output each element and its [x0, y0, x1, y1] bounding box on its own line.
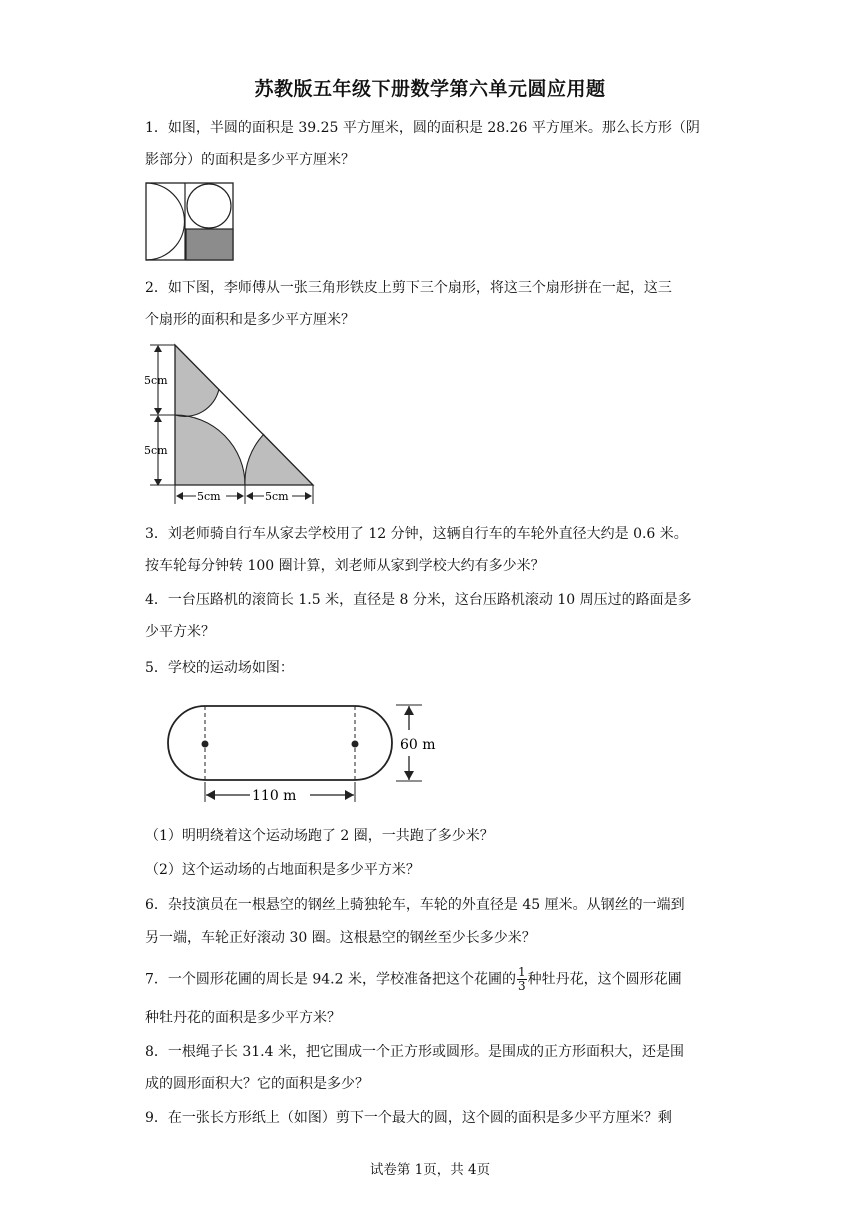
q4-text-line1: 4．一台压路机的滚筒长 1.5 米，直径是 8 分米，这台压路机滚动 10 周压过的路面是多 — [145, 592, 692, 608]
q2-text-line2: 个扇形的面积和是多少平方厘米？ — [145, 312, 355, 328]
q2-text-line1: 2．如下图，李师傅从一张三角形铁皮上剪下三个扇形，将这三个扇形拼在一起，这三 — [145, 280, 672, 296]
q2-label-left-bottom: 5cm — [144, 444, 168, 457]
q7-text-line1 — [145, 966, 725, 993]
page-footer: 试卷第 1页，共 4页 — [369, 1162, 491, 1178]
q7-text-part-b: 种牡丹花，这个圆形花圃 — [527, 971, 682, 988]
q2-label-bottom-right: 5cm — [265, 490, 289, 503]
q1-text-line1: 1．如图，半圆的面积是 39.25 平方厘米，圆的面积是 28.26 平方厘米。那么长方形（阴 — [145, 120, 700, 136]
q7-fraction-denominator: 3 — [517, 979, 526, 993]
q8-text-line1: 8．一根绳子长 31.4 米，把它围成一个正方形或圆形。是围成的正方形面积大，还是围 — [145, 1044, 684, 1060]
q5-label-length: 110 m — [252, 788, 297, 804]
q4-text-line2: 少平方米？ — [145, 624, 215, 640]
q7-fraction — [517, 966, 527, 993]
q9-text-line1: 9．在一张长方形纸上（如图）剪下一个最大的圆，这个圆的面积是多少平方厘米？剩 — [145, 1110, 672, 1126]
q2-label-bottom-left: 5cm — [197, 490, 221, 503]
q7-text-part-a: 7．一个圆形花圃的周长是 94.2 米，学校准备把这个花圃的 — [145, 971, 516, 988]
q1-figure — [143, 182, 235, 262]
page-title: 苏教版五年级下册数学第六单元圆应用题 — [254, 78, 606, 100]
q1-text-line2: 影部分）的面积是多少平方厘米？ — [145, 152, 355, 168]
q6-text-line2: 另一端，车轮正好滚动 30 圈。这根悬空的钢丝至少长多少米？ — [145, 930, 536, 946]
q2-label-left-top: 5cm — [144, 374, 168, 387]
q5-sub-question-2: （2）这个运动场的占地面积是多少平方米？ — [145, 862, 420, 878]
q6-text-line1: 6．杂技演员在一根悬空的钢丝上骑独轮车，车轮的外直径是 45 厘米。从钢丝的一端到 — [145, 897, 685, 913]
q3-text-line2: 按车轮每分钟转 100 圈计算，刘老师从家到学校大约有多少米？ — [145, 558, 545, 574]
q5-label-height: 60 m — [400, 737, 436, 753]
q5-figure — [160, 696, 450, 808]
q7-fraction-numerator: 1 — [517, 965, 526, 979]
q3-text-line1: 3．刘老师骑自行车从家去学校用了 12 分钟，这辆自行车的车轮外直径大约是 0.6 米。 — [145, 526, 688, 542]
q5-sub-question-1: （1）明明绕着这个运动场跑了 2 圈，一共跑了多少米？ — [145, 828, 494, 844]
q2-figure — [140, 340, 320, 508]
q7-text-line2: 种牡丹花的面积是多少平方米？ — [145, 1010, 341, 1026]
q5-text-line1: 5．学校的运动场如图： — [145, 660, 294, 676]
q8-text-line2: 成的圆形面积大？它的面积是多少？ — [145, 1076, 369, 1092]
